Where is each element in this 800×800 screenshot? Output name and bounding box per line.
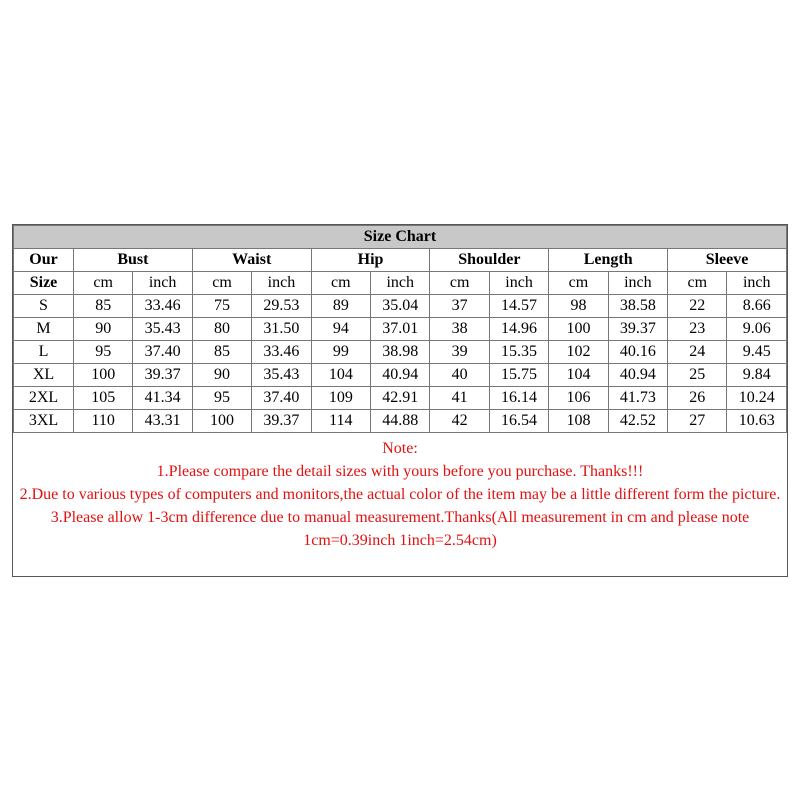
size-value: 44.88 <box>371 410 430 433</box>
size-value: 40 <box>430 364 489 387</box>
table-row <box>14 410 787 433</box>
title-row <box>14 226 787 249</box>
header-row <box>14 249 787 272</box>
size-value: 75 <box>192 295 251 318</box>
unit-inch: inch <box>133 272 192 295</box>
size-value: 8.66 <box>727 295 787 318</box>
size-value: 41 <box>430 387 489 410</box>
size-value: 31.50 <box>252 318 311 341</box>
note-line-3: 3.Please allow 1-3cm difference due to manual measurement.Thanks(All measurement in cm and please note 1cm=0.39inch 1inch=2.54cm) <box>50 509 750 549</box>
size-value: 41.73 <box>608 387 667 410</box>
column-sleeve: Sleeve <box>668 249 787 272</box>
size-value: 37 <box>430 295 489 318</box>
size-label: S <box>14 295 74 318</box>
size-value: 26 <box>668 387 727 410</box>
size-value: 38.58 <box>608 295 667 318</box>
size-value: 41.34 <box>133 387 192 410</box>
column-shoulder: Shoulder <box>430 249 549 272</box>
size-value: 33.46 <box>133 295 192 318</box>
size-value: 89 <box>311 295 370 318</box>
size-value: 110 <box>74 410 133 433</box>
size-value: 38 <box>430 318 489 341</box>
size-value: 95 <box>74 341 133 364</box>
size-value: 40.94 <box>371 364 430 387</box>
size-value: 99 <box>311 341 370 364</box>
size-label: M <box>14 318 74 341</box>
size-value: 22 <box>668 295 727 318</box>
size-value: 109 <box>311 387 370 410</box>
size-value: 90 <box>192 364 251 387</box>
note-line-2: 2.Due to various types of computers and monitors,the actual color of the item may be a little different form the picture. <box>19 486 781 503</box>
unit-cm: cm <box>192 272 251 295</box>
table-row <box>14 364 787 387</box>
size-value: 100 <box>192 410 251 433</box>
our-size-label-top: Our <box>14 249 74 272</box>
size-value: 85 <box>192 341 251 364</box>
size-value: 9.06 <box>727 318 787 341</box>
size-value: 16.14 <box>489 387 548 410</box>
size-chart <box>12 224 788 577</box>
size-value: 15.75 <box>489 364 548 387</box>
size-value: 25 <box>668 364 727 387</box>
size-value: 108 <box>549 410 608 433</box>
size-value: 35.43 <box>133 318 192 341</box>
size-value: 95 <box>192 387 251 410</box>
size-value: 105 <box>74 387 133 410</box>
size-value: 9.45 <box>727 341 787 364</box>
table-row <box>14 318 787 341</box>
size-value: 37.01 <box>371 318 430 341</box>
size-value: 24 <box>668 341 727 364</box>
size-value: 80 <box>192 318 251 341</box>
table-row <box>14 387 787 410</box>
size-value: 23 <box>668 318 727 341</box>
size-value: 100 <box>74 364 133 387</box>
column-bust: Bust <box>74 249 193 272</box>
unit-inch: inch <box>252 272 311 295</box>
size-table <box>13 225 787 433</box>
size-value: 37.40 <box>252 387 311 410</box>
notes <box>13 433 787 552</box>
column-waist: Waist <box>192 249 311 272</box>
our-size-label-bottom: Size <box>14 272 74 295</box>
unit-row <box>14 272 787 295</box>
size-value: 16.54 <box>489 410 548 433</box>
size-value: 39 <box>430 341 489 364</box>
size-value: 14.96 <box>489 318 548 341</box>
size-value: 39.37 <box>252 410 311 433</box>
size-value: 43.31 <box>133 410 192 433</box>
size-value: 40.94 <box>608 364 667 387</box>
unit-cm: cm <box>549 272 608 295</box>
size-value: 104 <box>311 364 370 387</box>
unit-inch: inch <box>489 272 548 295</box>
size-value: 15.35 <box>489 341 548 364</box>
size-value: 94 <box>311 318 370 341</box>
size-value: 90 <box>74 318 133 341</box>
size-value: 106 <box>549 387 608 410</box>
size-value: 33.46 <box>252 341 311 364</box>
size-label: 3XL <box>14 410 74 433</box>
size-value: 35.43 <box>252 364 311 387</box>
column-length: Length <box>549 249 668 272</box>
size-value: 29.53 <box>252 295 311 318</box>
size-label: 2XL <box>14 387 74 410</box>
size-value: 39.37 <box>133 364 192 387</box>
size-rows <box>14 295 787 433</box>
size-value: 37.40 <box>133 341 192 364</box>
size-value: 42.91 <box>371 387 430 410</box>
size-value: 9.84 <box>727 364 787 387</box>
unit-cm: cm <box>311 272 370 295</box>
size-value: 14.57 <box>489 295 548 318</box>
size-value: 114 <box>311 410 370 433</box>
unit-inch: inch <box>608 272 667 295</box>
size-value: 10.63 <box>727 410 787 433</box>
size-value: 42 <box>430 410 489 433</box>
size-label: XL <box>14 364 74 387</box>
unit-cm: cm <box>74 272 133 295</box>
size-value: 100 <box>549 318 608 341</box>
table-row <box>14 341 787 364</box>
unit-inch: inch <box>371 272 430 295</box>
size-value: 10.24 <box>727 387 787 410</box>
unit-cm: cm <box>668 272 727 295</box>
size-value: 39.37 <box>608 318 667 341</box>
unit-cm: cm <box>430 272 489 295</box>
size-value: 102 <box>549 341 608 364</box>
size-value: 40.16 <box>608 341 667 364</box>
unit-inch: inch <box>727 272 787 295</box>
size-value: 27 <box>668 410 727 433</box>
size-label: L <box>14 341 74 364</box>
size-value: 35.04 <box>371 295 430 318</box>
size-value: 38.98 <box>371 341 430 364</box>
table-row <box>14 295 787 318</box>
size-value: 42.52 <box>608 410 667 433</box>
note-line-1: 1.Please compare the detail sizes with yours before you purchase. Thanks!!! <box>156 463 644 480</box>
size-value: 85 <box>74 295 133 318</box>
column-hip: Hip <box>311 249 430 272</box>
size-value: 104 <box>549 364 608 387</box>
size-value: 98 <box>549 295 608 318</box>
note-heading: Note: <box>382 440 418 457</box>
chart-title: Size Chart <box>14 226 787 249</box>
